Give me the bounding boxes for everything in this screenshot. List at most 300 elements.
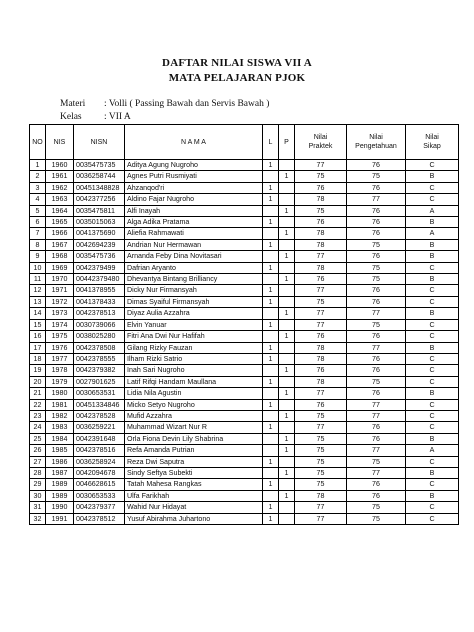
kelas-line [60, 112, 131, 122]
header-nilai-pengetahuan [347, 125, 406, 160]
header-nisn: NISN [74, 125, 125, 160]
cell-nilai-sikap: C [406, 285, 459, 296]
cell-nisn: 0036258924 [74, 456, 125, 467]
cell-l: 1 [263, 239, 279, 250]
table-row [30, 251, 459, 262]
cell-nilai-praktek: 77 [295, 513, 347, 524]
table-row [30, 217, 459, 228]
cell-nilai-sikap: C [406, 365, 459, 376]
cell-nisn: 0036258744 [74, 171, 125, 182]
cell-l [263, 365, 279, 376]
table-row [30, 160, 459, 171]
cell-p: 1 [279, 410, 295, 421]
cell-no: 3 [30, 182, 46, 193]
cell-nis: 1974 [46, 319, 74, 330]
cell-nama: Ulfa Farikhah [125, 490, 263, 501]
cell-nisn: 0042094678 [74, 467, 125, 478]
table-header-row [30, 125, 459, 160]
cell-nis: 1965 [46, 217, 74, 228]
cell-nilai-sikap: C [406, 479, 459, 490]
table-row [30, 433, 459, 444]
cell-nama: Refa Amanda Putrian [125, 445, 263, 456]
cell-nis: 1982 [46, 410, 74, 421]
cell-nama: Mufid Azzahra [125, 410, 263, 421]
cell-nama: Aldino Fajar Nugroho [125, 194, 263, 205]
cell-nisn: 0035475736 [74, 251, 125, 262]
cell-nis: 1971 [46, 285, 74, 296]
cell-nilai-pengetahuan: 75 [347, 239, 406, 250]
cell-l: 1 [263, 456, 279, 467]
table-row [30, 502, 459, 513]
cell-nisn: 00442379480 [74, 274, 125, 285]
cell-nilai-praktek: 76 [295, 399, 347, 410]
cell-nilai-sikap: C [406, 456, 459, 467]
cell-nis: 1989 [46, 490, 74, 501]
cell-p [279, 479, 295, 490]
table-row [30, 456, 459, 467]
cell-nilai-sikap: C [406, 376, 459, 387]
cell-nama: Ahzanqod'ri [125, 182, 263, 193]
cell-nama: Dicky Nur Firmansyah [125, 285, 263, 296]
cell-p [279, 285, 295, 296]
table-row [30, 445, 459, 456]
cell-nis: 1991 [46, 513, 74, 524]
table-row [30, 296, 459, 307]
cell-nilai-praktek: 78 [295, 376, 347, 387]
cell-nilai-praktek: 76 [295, 182, 347, 193]
cell-nilai-praktek: 78 [295, 342, 347, 353]
cell-p [279, 399, 295, 410]
cell-nis: 1987 [46, 467, 74, 478]
cell-nilai-sikap: C [406, 502, 459, 513]
cell-no: 5 [30, 205, 46, 216]
cell-nilai-sikap: C [406, 410, 459, 421]
table-row [30, 365, 459, 376]
cell-nis: 1966 [46, 228, 74, 239]
header-nilai-praktek-line1: Nilai [313, 134, 328, 141]
cell-nilai-pengetahuan: 75 [347, 274, 406, 285]
cell-nama: Lidia Nila Agustin [125, 388, 263, 399]
cell-p: 1 [279, 490, 295, 501]
cell-nilai-sikap: B [406, 171, 459, 182]
cell-nilai-sikap: C [406, 399, 459, 410]
cell-nilai-pengetahuan: 77 [347, 342, 406, 353]
cell-nilai-praktek: 77 [295, 251, 347, 262]
cell-nama: Muhammad Wizart Nur R [125, 422, 263, 433]
header-nilai-pengetahuan-line2: Pengetahuan [355, 143, 397, 150]
table-row [30, 342, 459, 353]
cell-nisn: 0042378512 [74, 513, 125, 524]
document-subtitle: MATA PELAJARAN PJOK [168, 72, 306, 84]
cell-nilai-sikap: C [406, 160, 459, 171]
table-row [30, 490, 459, 501]
cell-l: 1 [263, 285, 279, 296]
cell-nisn: 00451334846 [74, 399, 125, 410]
cell-p [279, 319, 295, 330]
header-nilai-praktek [295, 125, 347, 160]
materi-label: Materi [60, 99, 86, 109]
cell-p [279, 353, 295, 364]
table-row [30, 274, 459, 285]
cell-nilai-sikap: C [406, 331, 459, 342]
cell-nilai-pengetahuan: 76 [347, 296, 406, 307]
cell-l: 1 [263, 296, 279, 307]
cell-nilai-pengetahuan: 75 [347, 513, 406, 524]
document-title: DAFTAR NILAI SISWA VII A [162, 57, 312, 69]
cell-nilai-sikap: B [406, 308, 459, 319]
cell-nama: Wahid Nur Hidayat [125, 502, 263, 513]
cell-nama: Elvin Yanuar [125, 319, 263, 330]
cell-no: 6 [30, 217, 46, 228]
cell-p: 1 [279, 308, 295, 319]
cell-nis: 1973 [46, 308, 74, 319]
cell-nilai-praktek: 78 [295, 228, 347, 239]
cell-p [279, 513, 295, 524]
cell-nilai-praktek: 75 [295, 296, 347, 307]
cell-nilai-pengetahuan: 75 [347, 171, 406, 182]
grades-table [29, 124, 459, 525]
table-row [30, 388, 459, 399]
cell-nisn: 0046628615 [74, 479, 125, 490]
table-row [30, 194, 459, 205]
table-row [30, 171, 459, 182]
cell-l [263, 445, 279, 456]
cell-nisn: 0042378528 [74, 410, 125, 421]
cell-nama: Alga Adika Pratama [125, 217, 263, 228]
cell-l [263, 388, 279, 399]
cell-no: 20 [30, 376, 46, 387]
cell-p: 1 [279, 467, 295, 478]
cell-l [263, 308, 279, 319]
cell-nisn: 0042391648 [74, 433, 125, 444]
table-row [30, 228, 459, 239]
cell-nilai-praktek: 75 [295, 445, 347, 456]
cell-no: 15 [30, 319, 46, 330]
cell-no: 32 [30, 513, 46, 524]
cell-nilai-praktek: 75 [295, 171, 347, 182]
cell-nilai-pengetahuan: 76 [347, 228, 406, 239]
cell-l: 1 [263, 353, 279, 364]
cell-nilai-pengetahuan: 76 [347, 433, 406, 444]
cell-l [263, 228, 279, 239]
table-row [30, 182, 459, 193]
cell-nama: Andrian Nur Hermawan [125, 239, 263, 250]
cell-no: 11 [30, 274, 46, 285]
cell-l: 1 [263, 479, 279, 490]
cell-nilai-pengetahuan: 77 [347, 399, 406, 410]
cell-l [263, 433, 279, 444]
cell-nis: 1960 [46, 160, 74, 171]
table-row [30, 331, 459, 342]
cell-no: 28 [30, 467, 46, 478]
cell-nisn: 0042379382 [74, 365, 125, 376]
cell-l: 1 [263, 182, 279, 193]
cell-nilai-pengetahuan: 75 [347, 376, 406, 387]
cell-no: 13 [30, 296, 46, 307]
cell-l: 1 [263, 376, 279, 387]
cell-nama: Aditya Agung Nugroho [125, 160, 263, 171]
cell-nilai-praktek: 78 [295, 262, 347, 273]
cell-nilai-praktek: 75 [295, 456, 347, 467]
cell-nis: 1983 [46, 422, 74, 433]
table-row [30, 262, 459, 273]
cell-nilai-praktek: 78 [295, 490, 347, 501]
cell-nilai-sikap: B [406, 251, 459, 262]
cell-nilai-pengetahuan: 77 [347, 467, 406, 478]
cell-nisn: 0042379377 [74, 502, 125, 513]
cell-p [279, 182, 295, 193]
cell-l [263, 274, 279, 285]
header-l: L [263, 125, 279, 160]
cell-nama: Tatah Mahesa Rangkas [125, 479, 263, 490]
header-nama: N A M A [125, 125, 263, 160]
cell-nis: 1962 [46, 182, 74, 193]
table-row [30, 285, 459, 296]
cell-p: 1 [279, 251, 295, 262]
cell-l [263, 171, 279, 182]
cell-l: 1 [263, 513, 279, 524]
cell-nilai-sikap: C [406, 513, 459, 524]
cell-l: 1 [263, 160, 279, 171]
cell-nilai-sikap: B [406, 490, 459, 501]
cell-nilai-praktek: 77 [295, 388, 347, 399]
cell-no: 19 [30, 365, 46, 376]
cell-p [279, 296, 295, 307]
cell-p: 1 [279, 205, 295, 216]
cell-nilai-sikap: B [406, 217, 459, 228]
cell-nisn: 0042378508 [74, 342, 125, 353]
cell-l: 1 [263, 319, 279, 330]
cell-nis: 1961 [46, 171, 74, 182]
cell-nilai-praktek: 76 [295, 365, 347, 376]
cell-nama: Fitri Ana Dwi Nur Hafifah [125, 331, 263, 342]
cell-nis: 1984 [46, 433, 74, 444]
cell-nisn: 0042694239 [74, 239, 125, 250]
header-nilai-sikap [406, 125, 459, 160]
cell-nilai-sikap: B [406, 467, 459, 478]
cell-p: 1 [279, 365, 295, 376]
cell-nis: 1980 [46, 388, 74, 399]
cell-nama: Orla Fiona Devin Lily Shabrina [125, 433, 263, 444]
kelas-value: : VII A [104, 112, 131, 122]
cell-nilai-pengetahuan: 76 [347, 331, 406, 342]
cell-nilai-sikap: B [406, 239, 459, 250]
cell-p: 1 [279, 445, 295, 456]
cell-no: 2 [30, 171, 46, 182]
cell-nama: Yusuf Abirahma Juhartono [125, 513, 263, 524]
cell-nis: 1977 [46, 353, 74, 364]
cell-nilai-pengetahuan: 77 [347, 445, 406, 456]
cell-nilai-pengetahuan: 76 [347, 388, 406, 399]
table-row [30, 399, 459, 410]
cell-nis: 1990 [46, 502, 74, 513]
cell-no: 9 [30, 251, 46, 262]
cell-p [279, 194, 295, 205]
header-nilai-pengetahuan-line1: Nilai [369, 134, 383, 141]
cell-nama: Dimas Syaiful Firmansyah [125, 296, 263, 307]
cell-nama: Arnanda Feby Dina Novitasari [125, 251, 263, 262]
cell-nilai-praktek: 75 [295, 410, 347, 421]
cell-no: 23 [30, 410, 46, 421]
cell-nisn: 0042378516 [74, 445, 125, 456]
cell-p [279, 342, 295, 353]
cell-nilai-praktek: 77 [295, 502, 347, 513]
cell-nilai-sikap: B [406, 274, 459, 285]
cell-nilai-pengetahuan: 76 [347, 182, 406, 193]
cell-nama: Aliefia Rahmawati [125, 228, 263, 239]
table-row [30, 308, 459, 319]
cell-nilai-sikap: B [406, 388, 459, 399]
cell-nilai-praktek: 75 [295, 479, 347, 490]
cell-nisn: 0041378955 [74, 285, 125, 296]
cell-no: 27 [30, 456, 46, 467]
cell-p [279, 422, 295, 433]
cell-nilai-pengetahuan: 75 [347, 502, 406, 513]
cell-nilai-praktek: 75 [295, 467, 347, 478]
cell-nis: 1978 [46, 365, 74, 376]
cell-nis: 1963 [46, 194, 74, 205]
cell-l: 1 [263, 194, 279, 205]
cell-no: 22 [30, 399, 46, 410]
cell-l [263, 331, 279, 342]
cell-nama: Latif Rifqi Handam Maullana [125, 376, 263, 387]
cell-nilai-sikap: A [406, 228, 459, 239]
cell-p [279, 456, 295, 467]
cell-nisn: 0030653533 [74, 490, 125, 501]
cell-nisn: 0042378513 [74, 308, 125, 319]
cell-nama: Reza Dwi Saputra [125, 456, 263, 467]
cell-l: 1 [263, 217, 279, 228]
cell-nilai-sikap: B [406, 342, 459, 353]
cell-nilai-praktek: 77 [295, 422, 347, 433]
header-no: NO [30, 125, 46, 160]
table-row [30, 319, 459, 330]
cell-nilai-praktek: 78 [295, 194, 347, 205]
cell-no: 17 [30, 342, 46, 353]
cell-p: 1 [279, 171, 295, 182]
cell-nilai-praktek: 78 [295, 239, 347, 250]
cell-nis: 1970 [46, 274, 74, 285]
cell-l: 1 [263, 399, 279, 410]
cell-nis: 1972 [46, 296, 74, 307]
cell-nisn: 0035475811 [74, 205, 125, 216]
cell-no: 4 [30, 194, 46, 205]
cell-nilai-pengetahuan: 76 [347, 285, 406, 296]
cell-nama: Diyaz Aulia Azzahra [125, 308, 263, 319]
table-row [30, 410, 459, 421]
cell-nisn: 0027901625 [74, 376, 125, 387]
cell-l: 1 [263, 342, 279, 353]
cell-nilai-praktek: 77 [295, 308, 347, 319]
cell-nilai-sikap: C [406, 353, 459, 364]
cell-nama: Gilang Rizky Fauzan [125, 342, 263, 353]
cell-nama: Sindy Seftya Subekti [125, 467, 263, 478]
cell-nilai-praktek: 75 [295, 205, 347, 216]
cell-nilai-praktek: 76 [295, 274, 347, 285]
cell-no: 25 [30, 433, 46, 444]
cell-nisn: 0035475735 [74, 160, 125, 171]
cell-no: 24 [30, 422, 46, 433]
cell-no: 30 [30, 490, 46, 501]
cell-nis: 1986 [46, 456, 74, 467]
header-nilai-sikap-line1: Nilai [425, 134, 439, 141]
cell-l: 1 [263, 502, 279, 513]
cell-nisn: 0030739066 [74, 319, 125, 330]
cell-p: 1 [279, 228, 295, 239]
cell-nama: Alfi Inayah [125, 205, 263, 216]
cell-nilai-pengetahuan: 76 [347, 251, 406, 262]
cell-no: 21 [30, 388, 46, 399]
cell-nilai-pengetahuan: 76 [347, 353, 406, 364]
cell-nis: 1975 [46, 331, 74, 342]
cell-nilai-pengetahuan: 76 [347, 217, 406, 228]
cell-nisn: 0042379499 [74, 262, 125, 273]
cell-l [263, 490, 279, 501]
header-nilai-sikap-line2: Sikap [423, 143, 441, 150]
cell-p [279, 160, 295, 171]
cell-nisn: 0041378433 [74, 296, 125, 307]
cell-l [263, 251, 279, 262]
cell-nilai-pengetahuan: 77 [347, 410, 406, 421]
cell-nisn: 0041375690 [74, 228, 125, 239]
cell-nisn: 0035015063 [74, 217, 125, 228]
cell-p: 1 [279, 388, 295, 399]
table-row [30, 205, 459, 216]
cell-nama: Ilham Rizki Satrio [125, 353, 263, 364]
cell-l [263, 205, 279, 216]
cell-p [279, 502, 295, 513]
cell-no: 8 [30, 239, 46, 250]
cell-nilai-sikap: C [406, 194, 459, 205]
cell-nilai-sikap: C [406, 182, 459, 193]
cell-nilai-pengetahuan: 75 [347, 262, 406, 273]
cell-nis: 1976 [46, 342, 74, 353]
materi-value: : Volli ( Passing Bawah dan Servis Bawah ) [104, 99, 270, 109]
header-nis: NIS [46, 125, 74, 160]
cell-nis: 1985 [46, 445, 74, 456]
header-p: P [279, 125, 295, 160]
table-row [30, 513, 459, 524]
cell-p [279, 262, 295, 273]
cell-nilai-sikap: A [406, 205, 459, 216]
cell-nilai-praktek: 75 [295, 433, 347, 444]
cell-nisn: 0042377256 [74, 194, 125, 205]
cell-l: 1 [263, 422, 279, 433]
cell-p: 1 [279, 274, 295, 285]
cell-nilai-praktek: 76 [295, 217, 347, 228]
cell-nis: 1968 [46, 251, 74, 262]
cell-nisn: 00451348828 [74, 182, 125, 193]
cell-nilai-pengetahuan: 76 [347, 479, 406, 490]
cell-l: 1 [263, 262, 279, 273]
cell-no: 10 [30, 262, 46, 273]
cell-nilai-pengetahuan: 77 [347, 194, 406, 205]
cell-no: 26 [30, 445, 46, 456]
cell-no: 18 [30, 353, 46, 364]
cell-nama: Agnes Putri Rusmiyati [125, 171, 263, 182]
cell-p [279, 376, 295, 387]
materi-line [60, 99, 269, 109]
cell-nilai-sikap: C [406, 319, 459, 330]
cell-nilai-sikap: C [406, 296, 459, 307]
cell-nilai-sikap: B [406, 433, 459, 444]
cell-nama: Inah Sari Nugroho [125, 365, 263, 376]
cell-nilai-pengetahuan: 76 [347, 422, 406, 433]
cell-nis: 1981 [46, 399, 74, 410]
cell-p [279, 217, 295, 228]
table-row [30, 479, 459, 490]
cell-no: 7 [30, 228, 46, 239]
